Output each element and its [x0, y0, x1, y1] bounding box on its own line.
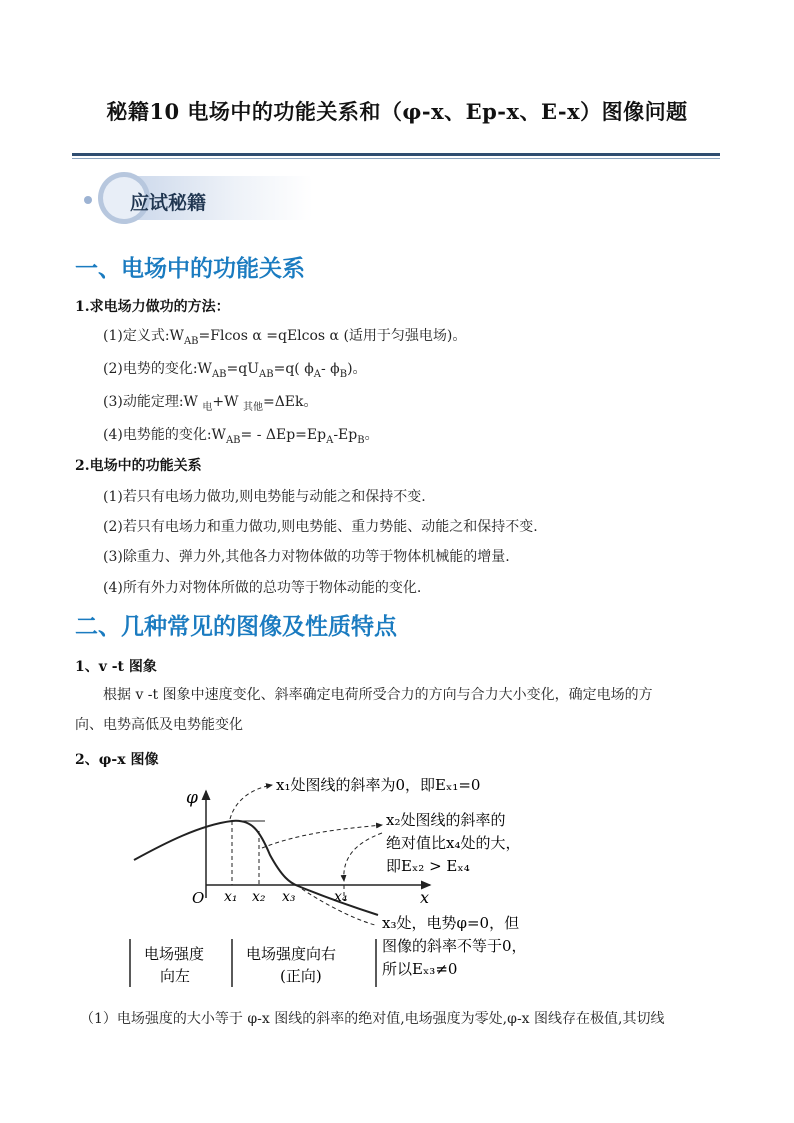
left-region-line1: 电场强度	[144, 945, 205, 963]
vt-heading: 1、v -t 图象	[75, 659, 157, 675]
arrow-note1	[230, 785, 272, 819]
relation-item-3: (3)除重力、弹力外,其他各力对物体做的功等于物体机械能的增量.	[103, 549, 510, 565]
arrow-note2	[262, 825, 382, 848]
phi-x-figure	[120, 773, 570, 995]
arrow-note2b	[344, 833, 382, 881]
relation-item-2: (2)若只有电场力和重力做功,则电势能、重力势能、动能之和保持不变.	[103, 519, 538, 535]
left-region-line2: 向左	[160, 967, 191, 985]
vt-text-line2: 向、电势高低及电势能变化	[75, 717, 243, 733]
tick-x4: x₄	[334, 889, 348, 905]
method-item-4: (4)电势能的变化$:W_{AB}= - \Delta Ep=Ep_A-Ep_B$。	[103, 427, 379, 446]
phix-heading: 2、φ-x 图像	[75, 752, 159, 768]
origin-label: O	[192, 889, 205, 907]
phix-text: （1）电场强度的大小等于 φ-x 图线的斜率的绝对值,电场强度为零处,φ-x 图线存在极值,其切线	[80, 1011, 665, 1027]
note-x2-line3: 即Eₓ₂ > Eₓ₄	[386, 857, 470, 875]
sub1-heading: 1.求电场力做功的方法：	[75, 299, 230, 315]
method-item-2: (2)电势的变化$:W_{AB}=qU_{AB}=q$( $\phi_A-$ $\phi_B$)。	[103, 361, 367, 380]
relation-item-4: (4)所有外力对物体所做的总功等于物体动能的变化.	[103, 580, 422, 596]
right-region-line2: (正向)	[280, 967, 322, 985]
note-x1: x₁处图线的斜率为0，即Eₓ₁=0	[276, 776, 481, 794]
method-item-3: (3)动能定理:W $_电$+W $_{其他}$=ΔEk。	[103, 394, 318, 413]
tick-x2: x₂	[252, 889, 266, 905]
x-axis-label: x	[420, 888, 430, 907]
banner-label: 应试秘籍	[130, 192, 207, 214]
note-x2-line2: 绝对值比x₄处的大，	[386, 834, 521, 852]
right-region-line1: 电场强度向右	[246, 945, 337, 963]
title-rule	[72, 153, 720, 156]
note-x3-line2: 图像的斜率不等于0，	[382, 937, 527, 955]
y-axis-label: φ	[186, 788, 198, 808]
title-rule-thin	[72, 158, 720, 159]
document-title: 秘籍10 电场中的功能关系和（φ-x、Ep-x、E-x）图像问题	[106, 99, 688, 124]
section1-heading: 一、电场中的功能关系	[75, 256, 305, 282]
tick-x3: x₃	[282, 889, 296, 905]
note-x2-line1: x₂处图线的斜率的	[386, 811, 506, 829]
relation-item-1: (1)若只有电场力做功,则电势能与动能之和保持不变.	[103, 489, 426, 505]
vt-text-line1: 根据 v -t 图象中速度变化、斜率确定电荷所受合力的方向与合力大小变化，确定电场的方	[103, 687, 653, 703]
sub2-heading: 2.电场中的功能关系	[75, 458, 202, 474]
note-x3-line3: 所以Eₓ₃≠0	[382, 960, 458, 978]
section2-heading: 二、几种常见的图像及性质特点	[75, 614, 397, 640]
method-item-1: (1)定义式$:W_{AB}=Flcos$ α =qElcos α (适用于匀强电场)。	[103, 328, 467, 347]
tick-x1: x₁	[224, 889, 238, 905]
note-x3-line1: x₃处，电势φ=0，但	[382, 914, 520, 932]
